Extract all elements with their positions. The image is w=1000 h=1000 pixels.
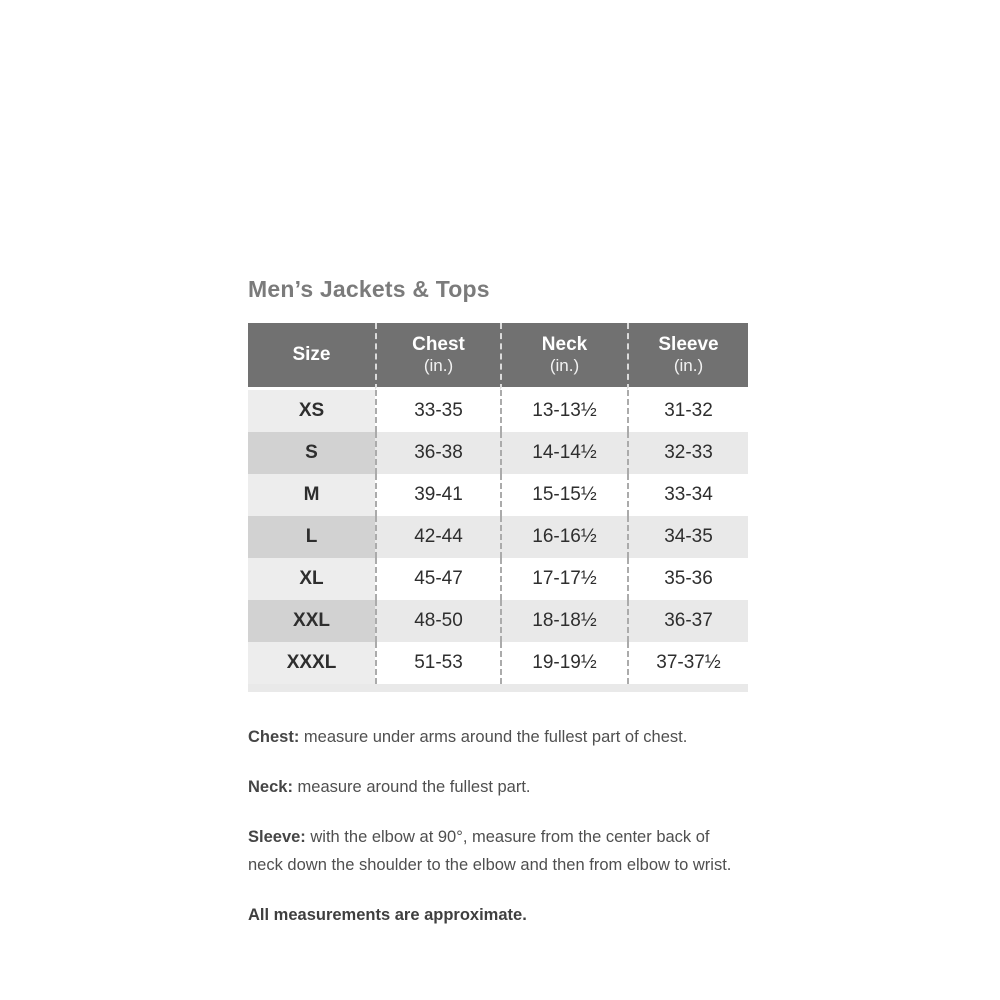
neck-value: 16-16½ — [500, 516, 627, 558]
page-title: Men’s Jackets & Tops — [248, 276, 490, 302]
neck-value: 15-15½ — [500, 474, 627, 516]
sleeve-value: 34-35 — [627, 516, 748, 558]
sleeve-value: 32-33 — [627, 432, 748, 474]
size-chart-content — [248, 276, 748, 951]
column-header-neck — [500, 323, 627, 390]
column-header-size-label: Size — [292, 344, 331, 366]
table-row-xxxl — [248, 642, 748, 684]
table-row-xxl — [248, 600, 748, 642]
size-value: M — [248, 474, 375, 516]
table-row-xl — [248, 558, 748, 600]
column-header-size — [248, 323, 375, 390]
sleeve-value: 37-37½ — [627, 642, 748, 684]
neck-value: 19-19½ — [500, 642, 627, 684]
column-header-sleeve — [627, 323, 748, 390]
note-sleeve — [248, 823, 748, 879]
sleeve-value: 33-34 — [627, 474, 748, 516]
note-sleeve-text: with the elbow at 90°, measure from the center back of neck down the shoulder to the elbow and then from elbow to wrist. — [248, 828, 732, 874]
sleeve-value: 31-32 — [627, 390, 748, 432]
note-approximate: All measurements are approximate. — [248, 906, 527, 924]
note-neck-label: Neck: — [248, 778, 293, 796]
column-header-sleeve-unit: (in.) — [673, 356, 704, 376]
column-header-chest-label: Chest — [412, 334, 465, 356]
neck-value: 13-13½ — [500, 390, 627, 432]
size-value: S — [248, 432, 375, 474]
size-value: L — [248, 516, 375, 558]
column-header-neck-unit: (in.) — [549, 356, 580, 376]
note-neck-text: measure around the fullest part. — [292, 778, 531, 796]
chest-value: 33-35 — [375, 390, 500, 432]
size-value: XXXL — [248, 642, 375, 684]
chest-value: 51-53 — [375, 642, 500, 684]
chest-value: 48-50 — [375, 600, 500, 642]
note-chest-text: measure under arms around the fullest part of chest. — [299, 728, 688, 746]
table-row-m — [248, 474, 748, 516]
table-row-xs — [248, 390, 748, 432]
column-header-neck-label: Neck — [541, 334, 588, 356]
note-chest — [248, 723, 748, 751]
column-header-sleeve-label: Sleeve — [658, 334, 719, 356]
measurement-notes — [248, 723, 748, 929]
column-header-chest — [375, 323, 500, 390]
neck-value: 18-18½ — [500, 600, 627, 642]
note-sleeve-label: Sleeve: — [248, 828, 306, 846]
size-table — [248, 323, 748, 692]
size-value: XS — [248, 390, 375, 432]
note-neck — [248, 773, 748, 801]
note-chest-label: Chest: — [248, 728, 300, 746]
column-header-chest-unit: (in.) — [423, 356, 454, 376]
neck-value: 17-17½ — [500, 558, 627, 600]
chest-value: 36-38 — [375, 432, 500, 474]
chest-value: 39-41 — [375, 474, 500, 516]
table-row-s — [248, 432, 748, 474]
size-table-header-row — [248, 323, 748, 390]
size-value: XL — [248, 558, 375, 600]
chest-value: 42-44 — [375, 516, 500, 558]
neck-value: 14-14½ — [500, 432, 627, 474]
size-value: XXL — [248, 600, 375, 642]
table-row-l — [248, 516, 748, 558]
table-bottom-strip — [248, 684, 748, 692]
sleeve-value: 35-36 — [627, 558, 748, 600]
chest-value: 45-47 — [375, 558, 500, 600]
sleeve-value: 36-37 — [627, 600, 748, 642]
